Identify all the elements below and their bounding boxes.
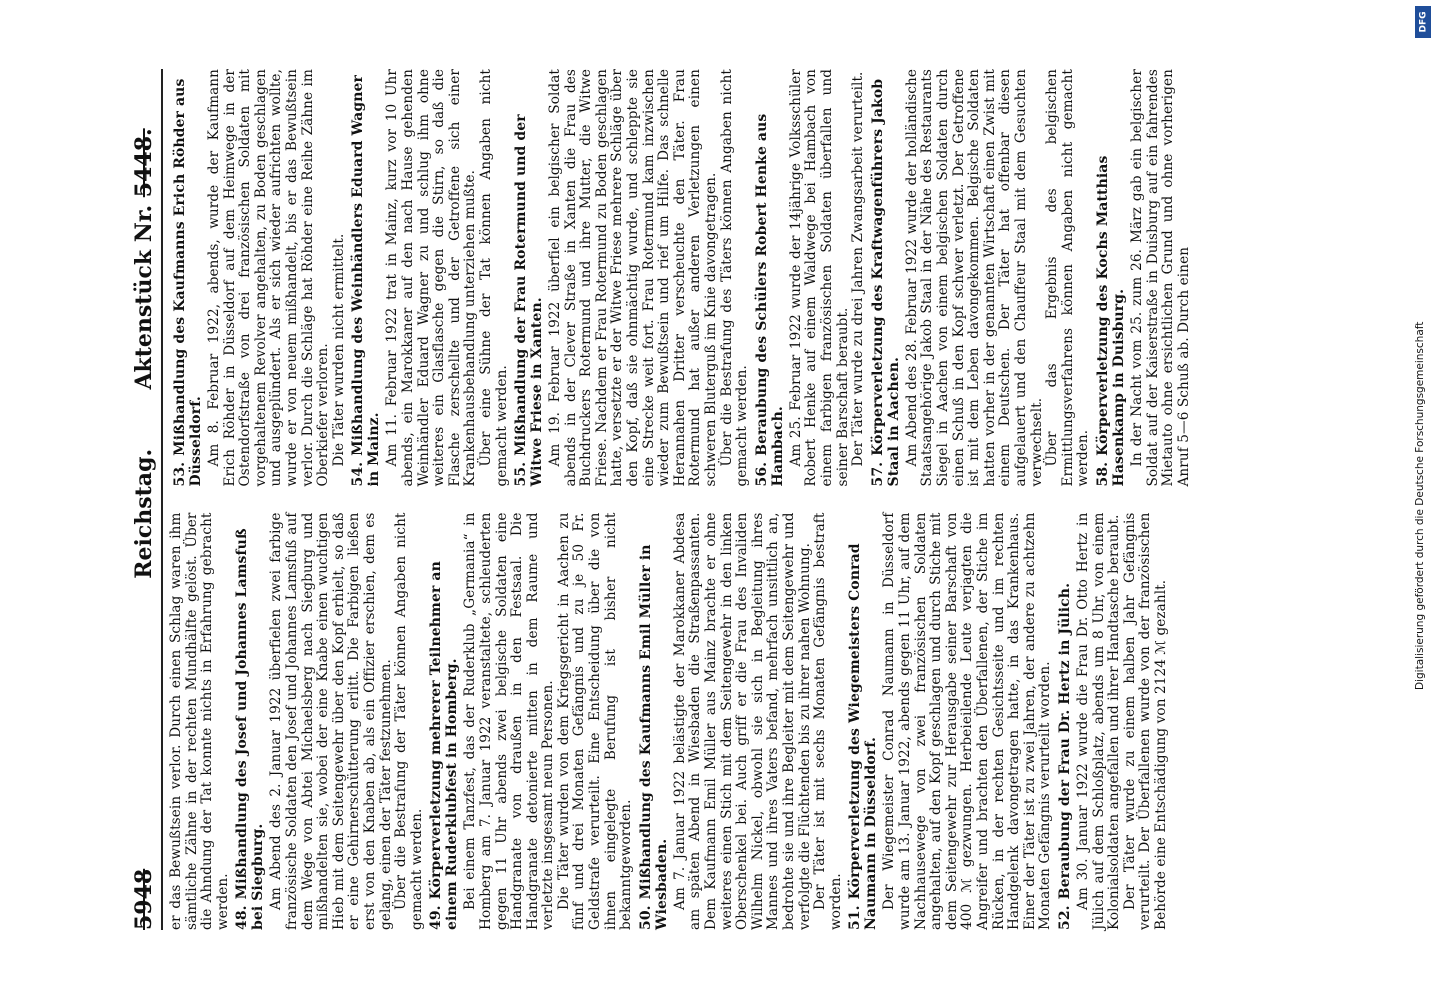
section-heading xyxy=(870,69,902,487)
digitization-sidebar xyxy=(1412,0,1434,1000)
section-number: 53. xyxy=(172,461,188,487)
page-number: 5948 xyxy=(131,868,157,930)
chamber-title: Reichstag. xyxy=(131,448,157,579)
paragraph: er das Bewußtsein verlor. Durch einen Schlag waren ihm sämtliche Zähne in der rechten Mundhälfte gelöst. Über die Ahndung der Tat konnte nichts in Erfahrung gebracht werden. xyxy=(168,512,231,930)
dfg-logo-text: DFG xyxy=(1418,11,1429,33)
section-title: Mißhandlung der Frau Rotermund und der Witwe Friese in Xanten. xyxy=(513,114,546,487)
section-heading xyxy=(513,69,545,487)
section-number: 50. xyxy=(637,905,654,930)
paragraph: Die Täter wurden von dem Kriegsgericht in Aachen zu fünf und drei Monaten Gefängnis und zu je 50 Fr. Geldstrafe verurteilt. Eine Entscheidung über die von ihnen eingelegte Berufung ist bisher nicht bekanntgeworden. xyxy=(555,512,635,930)
paragraph: Am 8. Februar 1922, abends, wurde der Kaufmann Erich Röhder in Düsseldorf auf dem Heimwege in der Ostendorfstraße von drei französischen Soldaten mit vorgehaltenem Revolver angehalten, zu Boden geschlagen und ausgeplündert. Als er sich wieder aufrichten wollte, wurde er von neuem mißhandelt, bis er das Bewußtsein verlor. Durch die Schläge hat Röhder eine Reihe Zähne im Oberkiefer verloren. xyxy=(206,69,332,487)
section-number: 58. xyxy=(1094,461,1111,487)
paragraph: Am Abend des 28. Februar 1922 wurde der holländische Staatsangehörige Jakob Staal in der Nähe des Restaurants Siegel in Aachen von einem belgischen Soldaten durch einen Schuß in den Kopf schwer verletzt. Der Getroffene ist mit dem Leben davongekommen. Belgische Soldaten hatten vorher in der genannten Wirtschaft einen Zwist mit einem Deutschen. Der Täter hat offenbar diesen aufgelauert und den Chauffeur Staal mit dem Gesuchten verwechselt. xyxy=(903,69,1045,487)
section-title: Beraubung der Frau Dr. Hertz in Jülich. xyxy=(1056,582,1073,900)
page-header xyxy=(131,69,163,930)
paragraph: Der Wiegemeister Conrad Naumann in Düsseldorf wurde am 13. Januar 1922, abends gegen 11 Uhr, auf dem Nachhausewege von zwei französischen Soldaten angehalten, auf den Kopf geschlagen und durch Stiche mit dem Seitengewehr zur Herausgabe seiner Barschaft von 400 ℳ gezwungen. Herbeieilende Leute verjagten die Angreifer und brachten den Überfallenen, der Stiche im Rücken, in der rechten Gesichtsseite und im rechten Handgelenk davongetragen hatte, in das Krankenhaus. Einer der Täter ist zu zwei Jahren, der andere zu achtzehn Monaten Gefängnis verurteilt worden. xyxy=(881,512,1054,930)
rotated-document-page xyxy=(125,43,1405,948)
paragraph: Der Täter wurde zu drei Jahren Zwangsarbeit verurteilt. xyxy=(850,71,867,467)
paragraph: Der Täter ist mit sechs Monaten Gefängnis bestraft worden. xyxy=(812,512,844,930)
section-heading xyxy=(350,69,382,487)
section-number: 54. xyxy=(350,461,367,487)
paragraph: In der Nacht vom 25. zum 26. März gab ein belgischer Soldat auf der Kaiserstraße in Duisburg auf ein fahrendes Mietauto ohne ersichtlichen Grund und ohne vorherigen Anruf 5—6 Schuß ab. Durch einen xyxy=(1128,69,1192,487)
section-heading xyxy=(1095,69,1127,487)
paragraph: Am 19. Februar 1922 überfiel ein belgischer Soldat abends in der Clever Straße in Xanten die Frau des Buchdruckers Rotermund und ihre Mutter, die Witwe Friese. Nachdem er Frau Rotermund zu Boden geschlagen hatte, versetzte er der Witwe Friese mehrere Schläge über den Kopf, daß sie ohnmächtig wurde, und schleppte sie eine Strecke weit fort. Frau Rotermund kam inzwischen wieder zum Bewußtsein und rief um Hilfe. Das schnelle Herannahen Dritter verscheuchte den Täter. Frau Rotermund hat außer anderen Verletzungen einen schweren Bluterguß im Knie davongetragen. xyxy=(547,69,720,487)
paragraph: Am Abend des 2. Januar 1922 überfielen zwei farbige französische Soldaten den Josef und Johannes Lamsfuß auf dem Wege von Abtei Michaelsberg nach Siegburg und mißhandelten sie, wobei der eine Knabe einen wuchtigen Hieb mit dem Seitengewehr über den Kopf erhielt, so daß er eine Gehirnerschütterung erlitt. Die Farbigen ließen erst von den Knaben ab, als ein Offizier erschien, dem es gelang, einen der Täter festzunehmen. xyxy=(268,512,394,930)
section-number: 52. xyxy=(1056,905,1073,930)
paragraph: Bei einem Tanzfest, das der Ruderklub „Germania“ in Homberg am 7. Januar 1922 veranstaltete, schleuderten gegen 11 Uhr abends zwei belgische Soldaten eine Handgranate von draußen in den Festsaal. Die Handgranate detonierte mitten in dem Raume und verletzte insgesamt neun Personen. xyxy=(462,512,557,930)
paragraph: Am 25. Februar 1922 wurde der 14jährige Volksschüler Robert Henke auf einem Waldwege bei Hambach von einem farbigen französischen Soldaten überfallen und seiner Barschaft beraubt. xyxy=(787,69,851,487)
text-column-right xyxy=(169,69,1339,487)
paragraph: Am 7. Januar 1922 belästigte der Marokkaner Abdesa am späten Abend in Wiesbaden die Straßenpassanten. Dem Kaufmann Emil Müller aus Mainz brachte er ohne weiteres einen Stich mit dem Seitengewehr in den linken Oberschenkel bei. Auch griff er die Frau des Invaliden Wilhelm Nickel, obwohl sie sich in Begleitung ihres Mannes und ihres Vaters befand, mehrfach unsittlich an, bedrohte sie und ihre Begleiter mit dem Seitengewehr und verfolgte die Flüchtenden bis zu ihrer nahen Wohnung. xyxy=(671,512,813,930)
paragraph: Über das Ergebnis des belgischen Ermittlungsverfahrens können Angaben nicht gemacht werden. xyxy=(1044,69,1092,487)
section-heading xyxy=(1057,513,1073,931)
paragraph: Über die Bestrafung des Täters können Angaben nicht gemacht werden. xyxy=(718,69,751,487)
section-title: Körperverletzung des Kraftwagenführers Jakob Staal in Aachen. xyxy=(869,78,902,487)
digitization-note: Digitalisierung gefördert durch die Deutsche Forschungsgemeinschaft xyxy=(1414,321,1426,690)
paragraph: Der Täter wurde zu einem halben Jahr Gefängnis verurteilt. Der Überfallenen wurde von der französischen Behörde eine Entschädigung von 2124 ℳ gezahlt. xyxy=(1121,512,1169,930)
section-title: Mißhandlung des Kaufmanns Emil Müller in Wiesbaden. xyxy=(637,544,670,930)
section-title: Mißhandlung des Weinhändlers Eduard Wagner in Mainz. xyxy=(350,75,383,487)
section-heading xyxy=(638,513,670,931)
document-number-value: 5448. xyxy=(131,128,157,198)
section-number: 56. xyxy=(753,461,770,487)
section-title: Mißhandlung des Kaufmanns Erich Röhder aus Düsseldorf. xyxy=(172,78,204,487)
section-title: Mißhandlung des Josef und Johannes Lamsfuß bei Siegburg. xyxy=(234,528,267,930)
section-number: 48. xyxy=(234,905,251,930)
section-heading xyxy=(172,69,204,487)
section-title: Körperverletzung des Wiegemeisters Conrad Naumann in Düsseldorf. xyxy=(847,543,880,930)
section-heading xyxy=(847,513,879,931)
text-columns xyxy=(169,69,1339,930)
section-number: 55. xyxy=(513,461,530,487)
section-title: Körperverletzung des Kochs Matthias Hasenkamp in Duisburg. xyxy=(1094,155,1127,487)
section-number: 49. xyxy=(428,905,445,930)
section-heading xyxy=(428,513,460,931)
paragraph: Die Täter wurden nicht ermittelt. xyxy=(330,233,347,467)
paragraph: Am 11. Februar 1922 trat in Mainz, kurz vor 10 Uhr abends, ein Marokkaner auf den nach Hause gehenden Weinhändler Eduard Wagner zu und schlug ihm ohne weiteres ein Glasflasche gegen die Stirn, so daß die Flasche zerschellte und der Getroffene sich einer Krankenhausbehandlung unterziehen mußte. xyxy=(384,69,479,487)
paragraph: Am 30. Januar 1922 wurde die Frau Dr. Otto Hertz in Jülich auf dem Schloßplatz, abends um 8 Uhr, von einem Kolonialsoldaten angefallen und ihrer Handtasche beraubt. xyxy=(1074,512,1123,930)
document-number xyxy=(131,69,157,449)
paragraph: Über die Bestrafung der Täter können Angaben nicht gemacht werden. xyxy=(393,512,425,930)
section-number: 51. xyxy=(847,905,864,930)
section-title: Beraubung des Schülers Robert Henke aus Hambach. xyxy=(753,113,786,487)
document-number-prefix: Aktenstück Nr. xyxy=(131,197,157,390)
text-column-left xyxy=(169,513,1339,931)
section-title: Körperverletzung mehrerer Teilnehmer an einem Ruderklubfest in Homberg. xyxy=(428,561,461,930)
section-number: 57. xyxy=(869,461,886,487)
paragraph: Über eine Sühne der Tat können Angaben nicht gemacht werden. xyxy=(477,69,510,487)
dfg-logo xyxy=(1415,6,1431,38)
section-heading xyxy=(754,69,786,487)
section-heading xyxy=(234,513,266,931)
